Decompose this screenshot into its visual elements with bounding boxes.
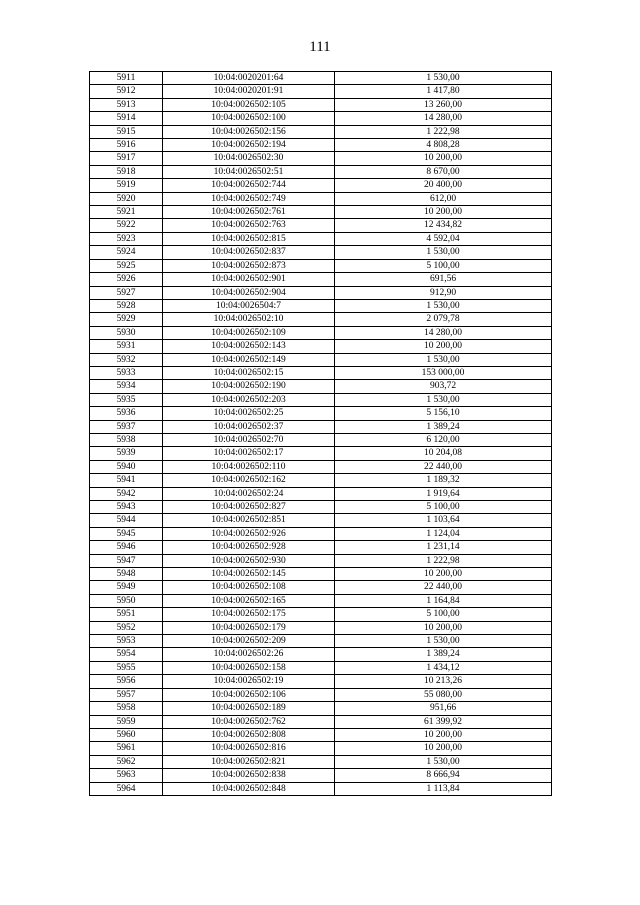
table-row: [90, 353, 552, 366]
row-number-cell: 5940: [90, 460, 163, 473]
amount-cell: 8 666,94: [335, 769, 552, 782]
table-row: [90, 661, 552, 674]
cadastral-number-cell: 10:04:0026502:100: [163, 112, 335, 125]
row-number-cell: 5932: [90, 353, 163, 366]
row-number-cell: 5923: [90, 232, 163, 245]
amount-cell: 55 080,00: [335, 688, 552, 701]
table-row: [90, 675, 552, 688]
amount-cell: 1 189,32: [335, 474, 552, 487]
row-number-cell: 5944: [90, 514, 163, 527]
row-number-cell: 5933: [90, 366, 163, 379]
row-number-cell: 5919: [90, 179, 163, 192]
cadastral-number-cell: 10:04:0026502:930: [163, 554, 335, 567]
row-number-cell: 5951: [90, 608, 163, 621]
amount-cell: 1 113,84: [335, 782, 552, 795]
row-number-cell: 5941: [90, 474, 163, 487]
cadastral-number-cell: 10:04:0026502:744: [163, 179, 335, 192]
row-number-cell: 5945: [90, 527, 163, 540]
table-row: [90, 139, 552, 152]
row-number-cell: 5960: [90, 728, 163, 741]
cadastral-number-cell: 10:04:0026502:70: [163, 433, 335, 446]
table-row: [90, 487, 552, 500]
amount-cell: 10 200,00: [335, 340, 552, 353]
amount-cell: 10 200,00: [335, 152, 552, 165]
cadastral-number-cell: 10:04:0026502:838: [163, 769, 335, 782]
row-number-cell: 5955: [90, 661, 163, 674]
row-number-cell: 5961: [90, 742, 163, 755]
row-number-cell: 5922: [90, 219, 163, 232]
cadastral-number-cell: 10:04:0026502:848: [163, 782, 335, 795]
amount-cell: 8 670,00: [335, 165, 552, 178]
row-number-cell: 5954: [90, 648, 163, 661]
table-row: [90, 273, 552, 286]
row-number-cell: 5959: [90, 715, 163, 728]
row-number-cell: 5937: [90, 420, 163, 433]
row-number-cell: 5912: [90, 85, 163, 98]
amount-cell: 20 400,00: [335, 179, 552, 192]
amount-cell: 691,56: [335, 273, 552, 286]
cadastral-number-cell: 10:04:0026502:26: [163, 648, 335, 661]
cadastral-number-cell: 10:04:0026502:17: [163, 447, 335, 460]
amount-cell: 4 808,28: [335, 139, 552, 152]
amount-cell: 1 417,80: [335, 85, 552, 98]
cadastral-number-cell: 10:04:0026502:37: [163, 420, 335, 433]
row-number-cell: 5936: [90, 407, 163, 420]
cadastral-number-cell: 10:04:0026502:158: [163, 661, 335, 674]
row-number-cell: 5953: [90, 635, 163, 648]
cadastral-number-cell: 10:04:0026502:749: [163, 192, 335, 205]
page-number: 111: [309, 39, 331, 55]
table-row: [90, 326, 552, 339]
cadastral-number-cell: 10:04:0026504:7: [163, 299, 335, 312]
table-row: [90, 755, 552, 768]
amount-cell: 5 156,10: [335, 407, 552, 420]
table-row: [90, 594, 552, 607]
row-number-cell: 5943: [90, 501, 163, 514]
amount-cell: 10 204,08: [335, 447, 552, 460]
cadastral-number-cell: 10:04:0026502:821: [163, 755, 335, 768]
table-row: [90, 286, 552, 299]
cadastral-number-cell: 10:04:0026502:873: [163, 259, 335, 272]
row-number-cell: 5921: [90, 206, 163, 219]
row-number-cell: 5963: [90, 769, 163, 782]
cadastral-number-cell: 10:04:0020201:91: [163, 85, 335, 98]
table-row: [90, 501, 552, 514]
cadastral-number-cell: 10:04:0026502:179: [163, 621, 335, 634]
table-row: [90, 112, 552, 125]
cadastral-number-cell: 10:04:0026502:209: [163, 635, 335, 648]
amount-cell: 14 280,00: [335, 326, 552, 339]
row-number-cell: 5935: [90, 393, 163, 406]
amount-cell: 10 213,26: [335, 675, 552, 688]
cadastral-number-cell: 10:04:0026502:105: [163, 98, 335, 111]
table-row: [90, 581, 552, 594]
row-number-cell: 5930: [90, 326, 163, 339]
amount-cell: 1 434,12: [335, 661, 552, 674]
amount-cell: 1 389,24: [335, 420, 552, 433]
row-number-cell: 5915: [90, 125, 163, 138]
table-row: [90, 742, 552, 755]
row-number-cell: 5918: [90, 165, 163, 178]
cadastral-number-cell: 10:04:0026502:901: [163, 273, 335, 286]
row-number-cell: 5942: [90, 487, 163, 500]
cadastral-number-cell: 10:04:0026502:143: [163, 340, 335, 353]
row-number-cell: 5931: [90, 340, 163, 353]
row-number-cell: 5934: [90, 380, 163, 393]
table-row: [90, 527, 552, 540]
table-row: [90, 635, 552, 648]
table-row: [90, 366, 552, 379]
row-number-cell: 5913: [90, 98, 163, 111]
table-row: [90, 232, 552, 245]
amount-cell: 1 222,98: [335, 125, 552, 138]
cadastral-number-cell: 10:04:0026502:51: [163, 165, 335, 178]
cadastral-number-cell: 10:04:0026502:761: [163, 206, 335, 219]
amount-cell: 22 440,00: [335, 581, 552, 594]
amount-cell: 1 530,00: [335, 299, 552, 312]
table-row: [90, 648, 552, 661]
row-number-cell: 5962: [90, 755, 163, 768]
table-row: [90, 72, 552, 85]
table-row: [90, 782, 552, 795]
amount-cell: 5 100,00: [335, 608, 552, 621]
table-row: [90, 299, 552, 312]
amount-cell: 903,72: [335, 380, 552, 393]
records-table: [89, 71, 552, 796]
cadastral-number-cell: 10:04:0026502:30: [163, 152, 335, 165]
cadastral-number-cell: 10:04:0026502:203: [163, 393, 335, 406]
cadastral-number-cell: 10:04:0020201:64: [163, 72, 335, 85]
amount-cell: 1 389,24: [335, 648, 552, 661]
cadastral-number-cell: 10:04:0026502:106: [163, 688, 335, 701]
table-row: [90, 380, 552, 393]
table-row: [90, 246, 552, 259]
amount-cell: 1 530,00: [335, 353, 552, 366]
row-number-cell: 5916: [90, 139, 163, 152]
records-table-body: [90, 72, 552, 796]
table-row: [90, 313, 552, 326]
amount-cell: 153 000,00: [335, 366, 552, 379]
cadastral-number-cell: 10:04:0026502:763: [163, 219, 335, 232]
row-number-cell: 5928: [90, 299, 163, 312]
row-number-cell: 5920: [90, 192, 163, 205]
amount-cell: 1 164,84: [335, 594, 552, 607]
amount-cell: 4 592,04: [335, 232, 552, 245]
cadastral-number-cell: 10:04:0026502:175: [163, 608, 335, 621]
table-row: [90, 568, 552, 581]
table-row: [90, 433, 552, 446]
amount-cell: 13 260,00: [335, 98, 552, 111]
amount-cell: 6 120,00: [335, 433, 552, 446]
table-row: [90, 259, 552, 272]
row-number-cell: 5952: [90, 621, 163, 634]
amount-cell: 10 200,00: [335, 728, 552, 741]
cadastral-number-cell: 10:04:0026502:25: [163, 407, 335, 420]
table-row: [90, 702, 552, 715]
amount-cell: 12 434,82: [335, 219, 552, 232]
amount-cell: 1 530,00: [335, 393, 552, 406]
cadastral-number-cell: 10:04:0026502:165: [163, 594, 335, 607]
row-number-cell: 5950: [90, 594, 163, 607]
table-row: [90, 474, 552, 487]
amount-cell: 1 919,64: [335, 487, 552, 500]
amount-cell: 1 124,04: [335, 527, 552, 540]
table-row: [90, 192, 552, 205]
amount-cell: 10 200,00: [335, 206, 552, 219]
amount-cell: 10 200,00: [335, 568, 552, 581]
cadastral-number-cell: 10:04:0026502:10: [163, 313, 335, 326]
table-row: [90, 688, 552, 701]
amount-cell: 1 222,98: [335, 554, 552, 567]
cadastral-number-cell: 10:04:0026502:815: [163, 232, 335, 245]
amount-cell: 1 530,00: [335, 72, 552, 85]
table-row: [90, 206, 552, 219]
row-number-cell: 5938: [90, 433, 163, 446]
row-number-cell: 5911: [90, 72, 163, 85]
row-number-cell: 5927: [90, 286, 163, 299]
table-row: [90, 85, 552, 98]
cadastral-number-cell: 10:04:0026502:24: [163, 487, 335, 500]
cadastral-number-cell: 10:04:0026502:109: [163, 326, 335, 339]
amount-cell: 951,66: [335, 702, 552, 715]
cadastral-number-cell: 10:04:0026502:189: [163, 702, 335, 715]
cadastral-number-cell: 10:04:0026502:837: [163, 246, 335, 259]
amount-cell: 22 440,00: [335, 460, 552, 473]
cadastral-number-cell: 10:04:0026502:827: [163, 501, 335, 514]
cadastral-number-cell: 10:04:0026502:156: [163, 125, 335, 138]
cadastral-number-cell: 10:04:0026502:19: [163, 675, 335, 688]
cadastral-number-cell: 10:04:0026502:808: [163, 728, 335, 741]
amount-cell: 1 530,00: [335, 246, 552, 259]
table-row: [90, 420, 552, 433]
table-row: [90, 340, 552, 353]
amount-cell: 5 100,00: [335, 501, 552, 514]
amount-cell: 61 399,92: [335, 715, 552, 728]
cadastral-number-cell: 10:04:0026502:851: [163, 514, 335, 527]
cadastral-number-cell: 10:04:0026502:15: [163, 366, 335, 379]
row-number-cell: 5926: [90, 273, 163, 286]
amount-cell: 1 530,00: [335, 635, 552, 648]
row-number-cell: 5946: [90, 541, 163, 554]
table-row: [90, 621, 552, 634]
row-number-cell: 5947: [90, 554, 163, 567]
table-row: [90, 407, 552, 420]
row-number-cell: 5924: [90, 246, 163, 259]
amount-cell: 10 200,00: [335, 621, 552, 634]
row-number-cell: 5958: [90, 702, 163, 715]
amount-cell: 10 200,00: [335, 742, 552, 755]
amount-cell: 2 079,78: [335, 313, 552, 326]
amount-cell: 14 280,00: [335, 112, 552, 125]
table-row: [90, 728, 552, 741]
row-number-cell: 5925: [90, 259, 163, 272]
amount-cell: 5 100,00: [335, 259, 552, 272]
table-row: [90, 769, 552, 782]
row-number-cell: 5956: [90, 675, 163, 688]
row-number-cell: 5957: [90, 688, 163, 701]
table-row: [90, 460, 552, 473]
table-row: [90, 165, 552, 178]
cadastral-number-cell: 10:04:0026502:110: [163, 460, 335, 473]
cadastral-number-cell: 10:04:0026502:190: [163, 380, 335, 393]
cadastral-number-cell: 10:04:0026502:926: [163, 527, 335, 540]
row-number-cell: 5929: [90, 313, 163, 326]
cadastral-number-cell: 10:04:0026502:762: [163, 715, 335, 728]
cadastral-number-cell: 10:04:0026502:145: [163, 568, 335, 581]
table-row: [90, 219, 552, 232]
amount-cell: 912,90: [335, 286, 552, 299]
row-number-cell: 5949: [90, 581, 163, 594]
table-row: [90, 541, 552, 554]
table-row: [90, 715, 552, 728]
row-number-cell: 5948: [90, 568, 163, 581]
amount-cell: 1 103,64: [335, 514, 552, 527]
table-row: [90, 152, 552, 165]
amount-cell: 1 530,00: [335, 755, 552, 768]
table-row: [90, 179, 552, 192]
table-row: [90, 98, 552, 111]
cadastral-number-cell: 10:04:0026502:149: [163, 353, 335, 366]
table-row: [90, 447, 552, 460]
cadastral-number-cell: 10:04:0026502:816: [163, 742, 335, 755]
row-number-cell: 5939: [90, 447, 163, 460]
row-number-cell: 5917: [90, 152, 163, 165]
table-row: [90, 514, 552, 527]
table-row: [90, 393, 552, 406]
row-number-cell: 5914: [90, 112, 163, 125]
cadastral-number-cell: 10:04:0026502:904: [163, 286, 335, 299]
cadastral-number-cell: 10:04:0026502:194: [163, 139, 335, 152]
amount-cell: 612,00: [335, 192, 552, 205]
amount-cell: 1 231,14: [335, 541, 552, 554]
cadastral-number-cell: 10:04:0026502:928: [163, 541, 335, 554]
table-row: [90, 125, 552, 138]
table-row: [90, 554, 552, 567]
row-number-cell: 5964: [90, 782, 163, 795]
cadastral-number-cell: 10:04:0026502:108: [163, 581, 335, 594]
cadastral-number-cell: 10:04:0026502:162: [163, 474, 335, 487]
table-row: [90, 608, 552, 621]
